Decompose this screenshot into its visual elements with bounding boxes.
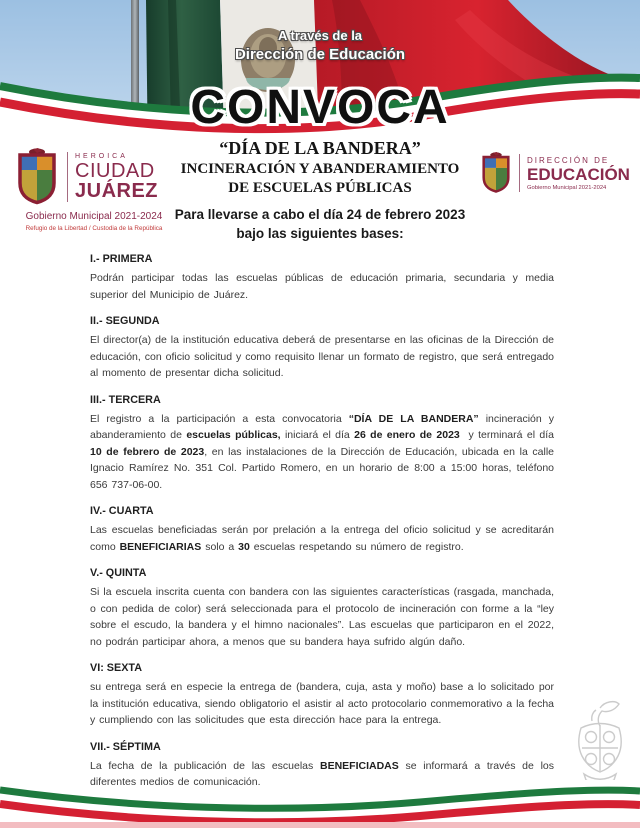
logo-right-overline: DIRECCIÓN DE [527, 155, 610, 165]
section-heading: V.- QUINTA [90, 567, 147, 580]
hero-overline-line2: Dirección de Educación [234, 45, 406, 63]
base-section-4 [90, 503, 554, 555]
hero-overline-line1: A través de la [277, 28, 363, 43]
logo-left-city-line1: CIUDAD [75, 159, 155, 182]
event-subtitle-line2: DE ESCUELAS PÚBLICAS [228, 179, 412, 196]
event-title: “DÍA DE LA BANDERA” [219, 138, 421, 158]
logo-right-government: Gobierno Municipal 2021-2024 [527, 184, 607, 191]
section-heading: IV.- CUARTA [90, 505, 154, 518]
section-paragraph: Podrán participar todas las escuelas públicas de educación primaria, secundaria y media superior del Municipio de Juárez. [90, 272, 554, 301]
event-date-line2: bajo las siguientes bases: [236, 225, 404, 241]
event-date-line1: Para llevarse a cabo el día 24 de febrero 2023 [174, 206, 466, 222]
section-paragraph: La fecha de la publicación de las escuelas BENEFICIADAS se informará a través de los diferentes medios de comunicación. [90, 759, 554, 789]
event-date-block [0, 206, 640, 244]
logo-right-name: EDUCACIÓN [527, 164, 630, 184]
bases-sections [0, 243, 640, 790]
event-subtitle-line1: INCINERACIÓN Y ABANDERAMIENTO [180, 160, 460, 177]
section-paragraph: su entrega será en especie la entrega de (bandera, cuja, asta y moño) base a lo solicitado por la institución educativa, siendo obligatorio el asistir al acto protocolario conmemorativo a la fecha y cumpliendo con las solicitudes que esta dirección hace para la entrega. [90, 681, 554, 727]
base-section-7 [90, 739, 554, 791]
logo-left-motto: Refugio de la Libertad / Custodia de la República [25, 225, 163, 232]
convoca-title: CONVOCA [190, 81, 450, 134]
section-paragraph: El registro a la participación a esta convocatoria “DÍA DE LA BANDERA” incineración y abanderamiento de escuelas públicas, iniciará el día 26 de enero de 2023 y terminará el día 10 de febrero de 2023, en las instalaciones de la Dirección de Educación, ubicada en la calle Ignacio Ramírez No. 351 Col. Partido Romero, en un horario de 8:00 a 15:00 horas, teléfono 656 737-06-00. [90, 412, 555, 491]
section-paragraph: Si la escuela inscrita cuenta con bandera con las siguientes características (rasgada, manchada, o con pedida de color) será seleccionada para el protocolo de incineración con forme a la “ley sobre el escudo, la bandera y el himno nacionales”. Las escuelas que participaron en el 2022, no podrán participar ahora, a menos que su bandera haya sufrido algún daño. [90, 586, 554, 648]
base-section-6 [90, 660, 554, 728]
logo-left-city-line2: JUÁREZ [75, 179, 159, 202]
section-heading: VII.- SÉPTIMA [90, 740, 161, 753]
base-section-3 [90, 392, 554, 494]
section-heading: III.- TERCERA [90, 393, 161, 406]
section-paragraph: El director(a) de la institución educativa deberá de presentarse en las oficinas de la Dirección de educación, con oficio solicitud y como requisito llenar un formato de registro, que será entregado al momento de presentar dicha solicitud. [90, 334, 554, 380]
section-heading: I.- PRIMERA [90, 253, 153, 266]
base-section-2 [90, 313, 554, 381]
section-paragraph: Las escuelas beneficiadas serán por prelación a la entrega del oficio solicitud y se acreditarán como BENEFICIARIAS solo a 30 escuelas respetando su número de registro. [90, 524, 554, 553]
base-section-1 [90, 251, 554, 303]
logo-left-government: Gobierno Municipal 2021-2024 [25, 211, 163, 222]
section-heading: VI: SEXTA [90, 662, 142, 675]
section-heading: II.- SEGUNDA [90, 315, 160, 328]
base-section-5 [90, 565, 554, 650]
logo-left-overline: HEROICA [75, 152, 128, 160]
